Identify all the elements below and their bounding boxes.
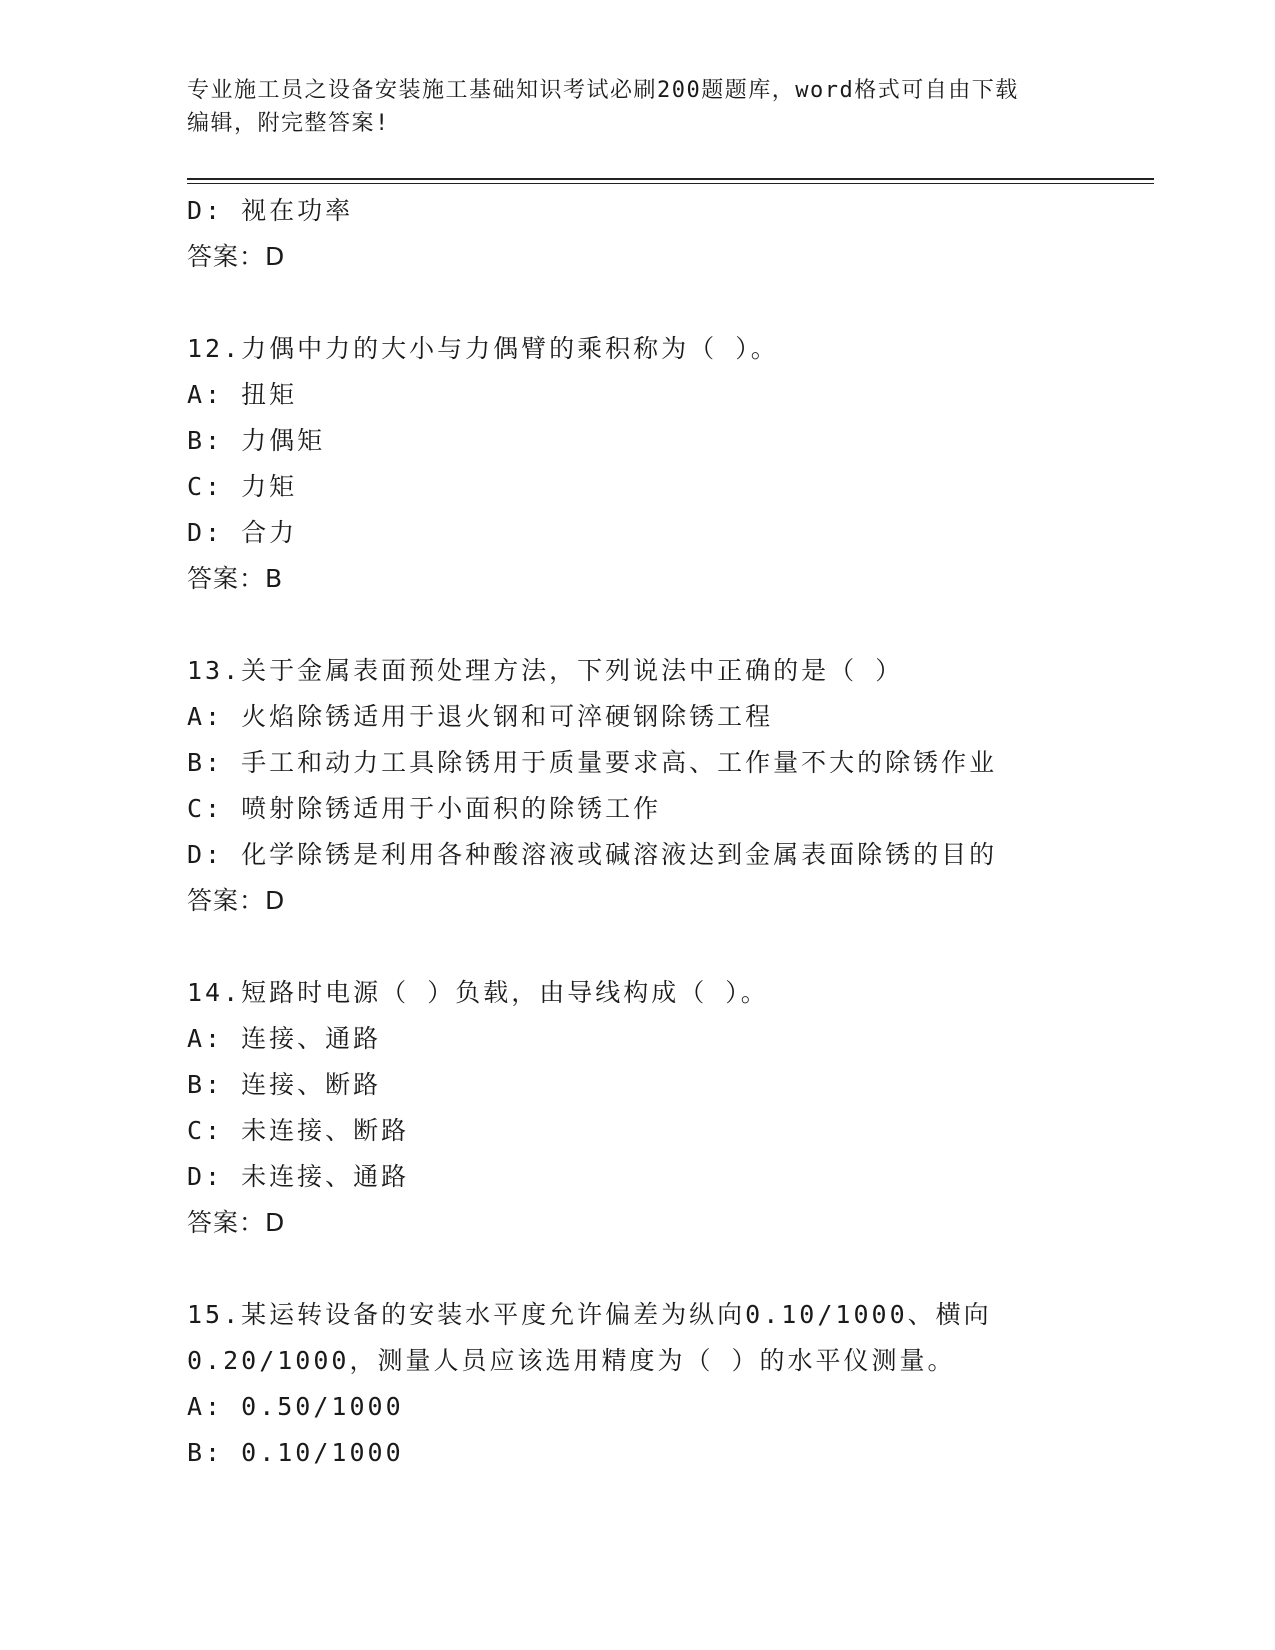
spacer [187, 1246, 1154, 1292]
q13-option-c: C: 喷射除锈适用于小面积的除锈工作 [187, 794, 662, 823]
header-divider-thin [187, 183, 1154, 184]
q12-option-b: B: 力偶矩 [187, 426, 326, 455]
q12-option-d: D: 合力 [187, 518, 298, 547]
q11-answer: 答案：D [187, 242, 286, 271]
q13-stem: 13.关于金属表面预处理方法，下列说法中正确的是（ ） [187, 656, 904, 685]
q14-option-d: D: 未连接、通路 [187, 1162, 410, 1191]
q14-option-b: B: 连接、断路 [187, 1070, 382, 1099]
header-divider-thick [187, 178, 1154, 180]
q14-stem: 14.短路时电源（ ）负载，由导线构成（ ）。 [187, 978, 769, 1007]
header-line-1: 专业施工员之设备安装施工基础知识考试必刷200题题库，word格式可自由下载 [187, 78, 1019, 103]
q15-option-a: A: 0.50/1000 [187, 1392, 404, 1421]
q12-stem: 12.力偶中力的大小与力偶臂的乘积称为（ ）。 [187, 334, 779, 363]
spacer [187, 280, 1154, 326]
document-header [187, 74, 1087, 140]
q13-option-b: B: 手工和动力工具除锈用于质量要求高、工作量不大的除锈作业 [187, 748, 998, 777]
q13-option-d: D: 化学除锈是利用各种酸溶液或碱溶液达到金属表面除锈的目的 [187, 840, 998, 869]
q15-stem-line-2: 0.20/1000，测量人员应该选用精度为（ ）的水平仪测量。 [187, 1346, 956, 1375]
header-line-2: 编辑，附完整答案! [187, 111, 390, 136]
q14-option-c: C: 未连接、断路 [187, 1116, 410, 1145]
q14-option-a: A: 连接、通路 [187, 1024, 382, 1053]
spacer [187, 924, 1154, 970]
q11-option-d: D: 视在功率 [187, 196, 354, 225]
q15-option-b: B: 0.10/1000 [187, 1438, 404, 1467]
q12-option-a: A: 扭矩 [187, 380, 298, 409]
q13-answer: 答案：D [187, 886, 286, 915]
q12-option-c: C: 力矩 [187, 472, 298, 501]
q14-answer: 答案：D [187, 1208, 286, 1237]
spacer [187, 602, 1154, 648]
q15-stem-line-1: 15.某运转设备的安装水平度允许偏差为纵向0.10/1000、横向 [187, 1300, 992, 1329]
q13-option-a: A: 火焰除锈适用于退火钢和可淬硬钢除锈工程 [187, 702, 774, 731]
question-content [187, 188, 1154, 1476]
q12-answer: 答案：B [187, 564, 284, 593]
